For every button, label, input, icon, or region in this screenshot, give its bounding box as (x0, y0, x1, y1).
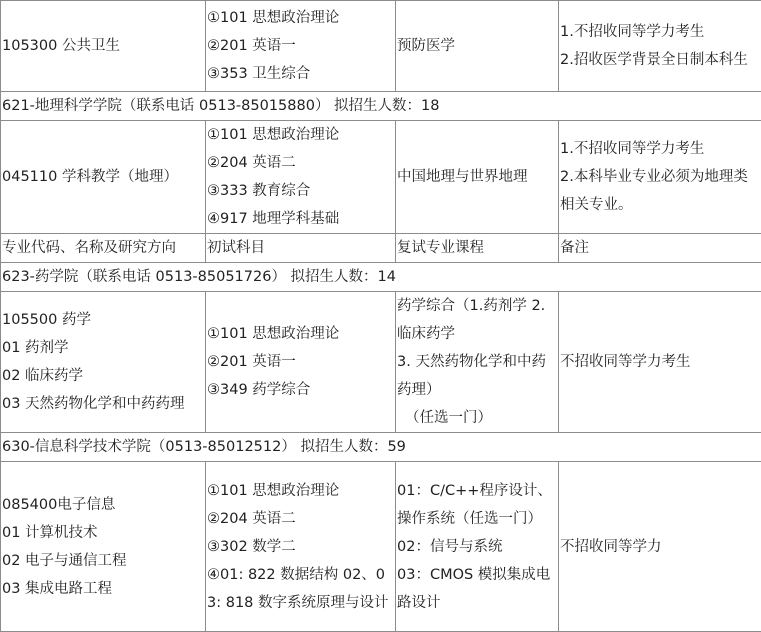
column-header-subjects: 初试科目 (206, 234, 396, 263)
retest-cell (396, 292, 559, 433)
retest-cell (396, 462, 559, 632)
column-header-retest: 复试专业课程 (396, 234, 559, 263)
note-item: 不招收同等学力 (560, 533, 760, 561)
research-direction: 03 集成电路工程 (2, 575, 204, 603)
subjects-cell (206, 121, 396, 234)
subject-item: ③353 卫生综合 (207, 60, 394, 88)
subject-item: ③349 药学综合 (207, 376, 394, 404)
program-name: 105500 药学 (2, 306, 204, 334)
retest-course: 02：信号与系统 (397, 533, 557, 561)
program-cell (1, 462, 206, 632)
notes-cell (559, 292, 761, 433)
subject-item: ④01: 822 数据结构 02、03: 818 数字系统原理与设计 (207, 561, 394, 617)
retest-course: 3. 天然药物化学和中药药理） (397, 348, 557, 404)
research-direction: 01 药剂学 (2, 334, 204, 362)
note-item: 1.不招收同等学力考生 (560, 135, 760, 163)
table-row-geography (1, 121, 761, 234)
retest-course: 预防医学 (397, 32, 557, 60)
subject-item: ①101 思想政治理论 (207, 4, 394, 32)
program-cell (1, 292, 206, 433)
subjects-cell (206, 462, 396, 632)
subject-item: ②201 英语一 (207, 348, 394, 376)
note-item: 2.本科毕业专业必须为地理类相关专业。 (560, 163, 760, 219)
research-direction: 03 天然药物化学和中药药理 (2, 390, 204, 418)
program-cell (1, 121, 206, 234)
department-row-621 (1, 92, 761, 121)
subject-item: ③302 数学二 (207, 533, 394, 561)
retest-course: 01：C/C++程序设计、操作系统（任选一门） (397, 477, 557, 533)
department-header: 621-地理科学学院（联系电话 0513-85015880） 拟招生人数：18 (1, 92, 761, 121)
subject-item: ②204 英语二 (207, 149, 394, 177)
program-name: 105300 公共卫生 (2, 32, 204, 60)
note-item: 1.不招收同等学力考生 (560, 18, 760, 46)
program-cell (1, 1, 206, 92)
retest-course: 中国地理与世界地理 (397, 163, 557, 191)
research-direction: 01 计算机技术 (2, 519, 204, 547)
research-direction: 02 临床药学 (2, 362, 204, 390)
note-item: 不招收同等学力考生 (560, 348, 760, 376)
subject-item: ②204 英语二 (207, 505, 394, 533)
retest-course: （任选一门） (397, 404, 557, 432)
retest-cell (396, 121, 559, 234)
subjects-cell (206, 1, 396, 92)
column-header-row (1, 234, 761, 263)
notes-cell (559, 1, 761, 92)
subject-item: ②201 英语一 (207, 32, 394, 60)
table-row-pharmacy (1, 292, 761, 433)
subject-item: ①101 思想政治理论 (207, 320, 394, 348)
program-name: 085400电子信息 (2, 491, 204, 519)
notes-cell (559, 462, 761, 632)
department-row-630 (1, 433, 761, 462)
subjects-cell (206, 292, 396, 433)
subject-item: ④917 地理学科基础 (207, 205, 394, 233)
note-item: 2.招收医学背景全日制本科生 (560, 46, 760, 74)
retest-course: 药学综合（1.药剂学 2.临床药学 (397, 292, 557, 348)
department-header: 623-药学院（联系电话 0513-85051726） 拟招生人数：14 (1, 263, 761, 292)
column-header-notes: 备注 (559, 234, 761, 263)
program-name: 045110 学科教学（地理） (2, 163, 204, 191)
subject-item: ①101 思想政治理论 (207, 477, 394, 505)
table-row-electronics (1, 462, 761, 632)
column-header-program: 专业代码、名称及研究方向 (1, 234, 206, 263)
retest-course: 03：CMOS 模拟集成电路设计 (397, 561, 557, 617)
department-header: 630-信息科学技术学院（0513-85012512） 拟招生人数：59 (1, 433, 761, 462)
table-row-public-health (1, 1, 761, 92)
notes-cell (559, 121, 761, 234)
subject-item: ③333 教育综合 (207, 177, 394, 205)
subject-item: ①101 思想政治理论 (207, 121, 394, 149)
retest-cell (396, 1, 559, 92)
department-row-623 (1, 263, 761, 292)
research-direction: 02 电子与通信工程 (2, 547, 204, 575)
